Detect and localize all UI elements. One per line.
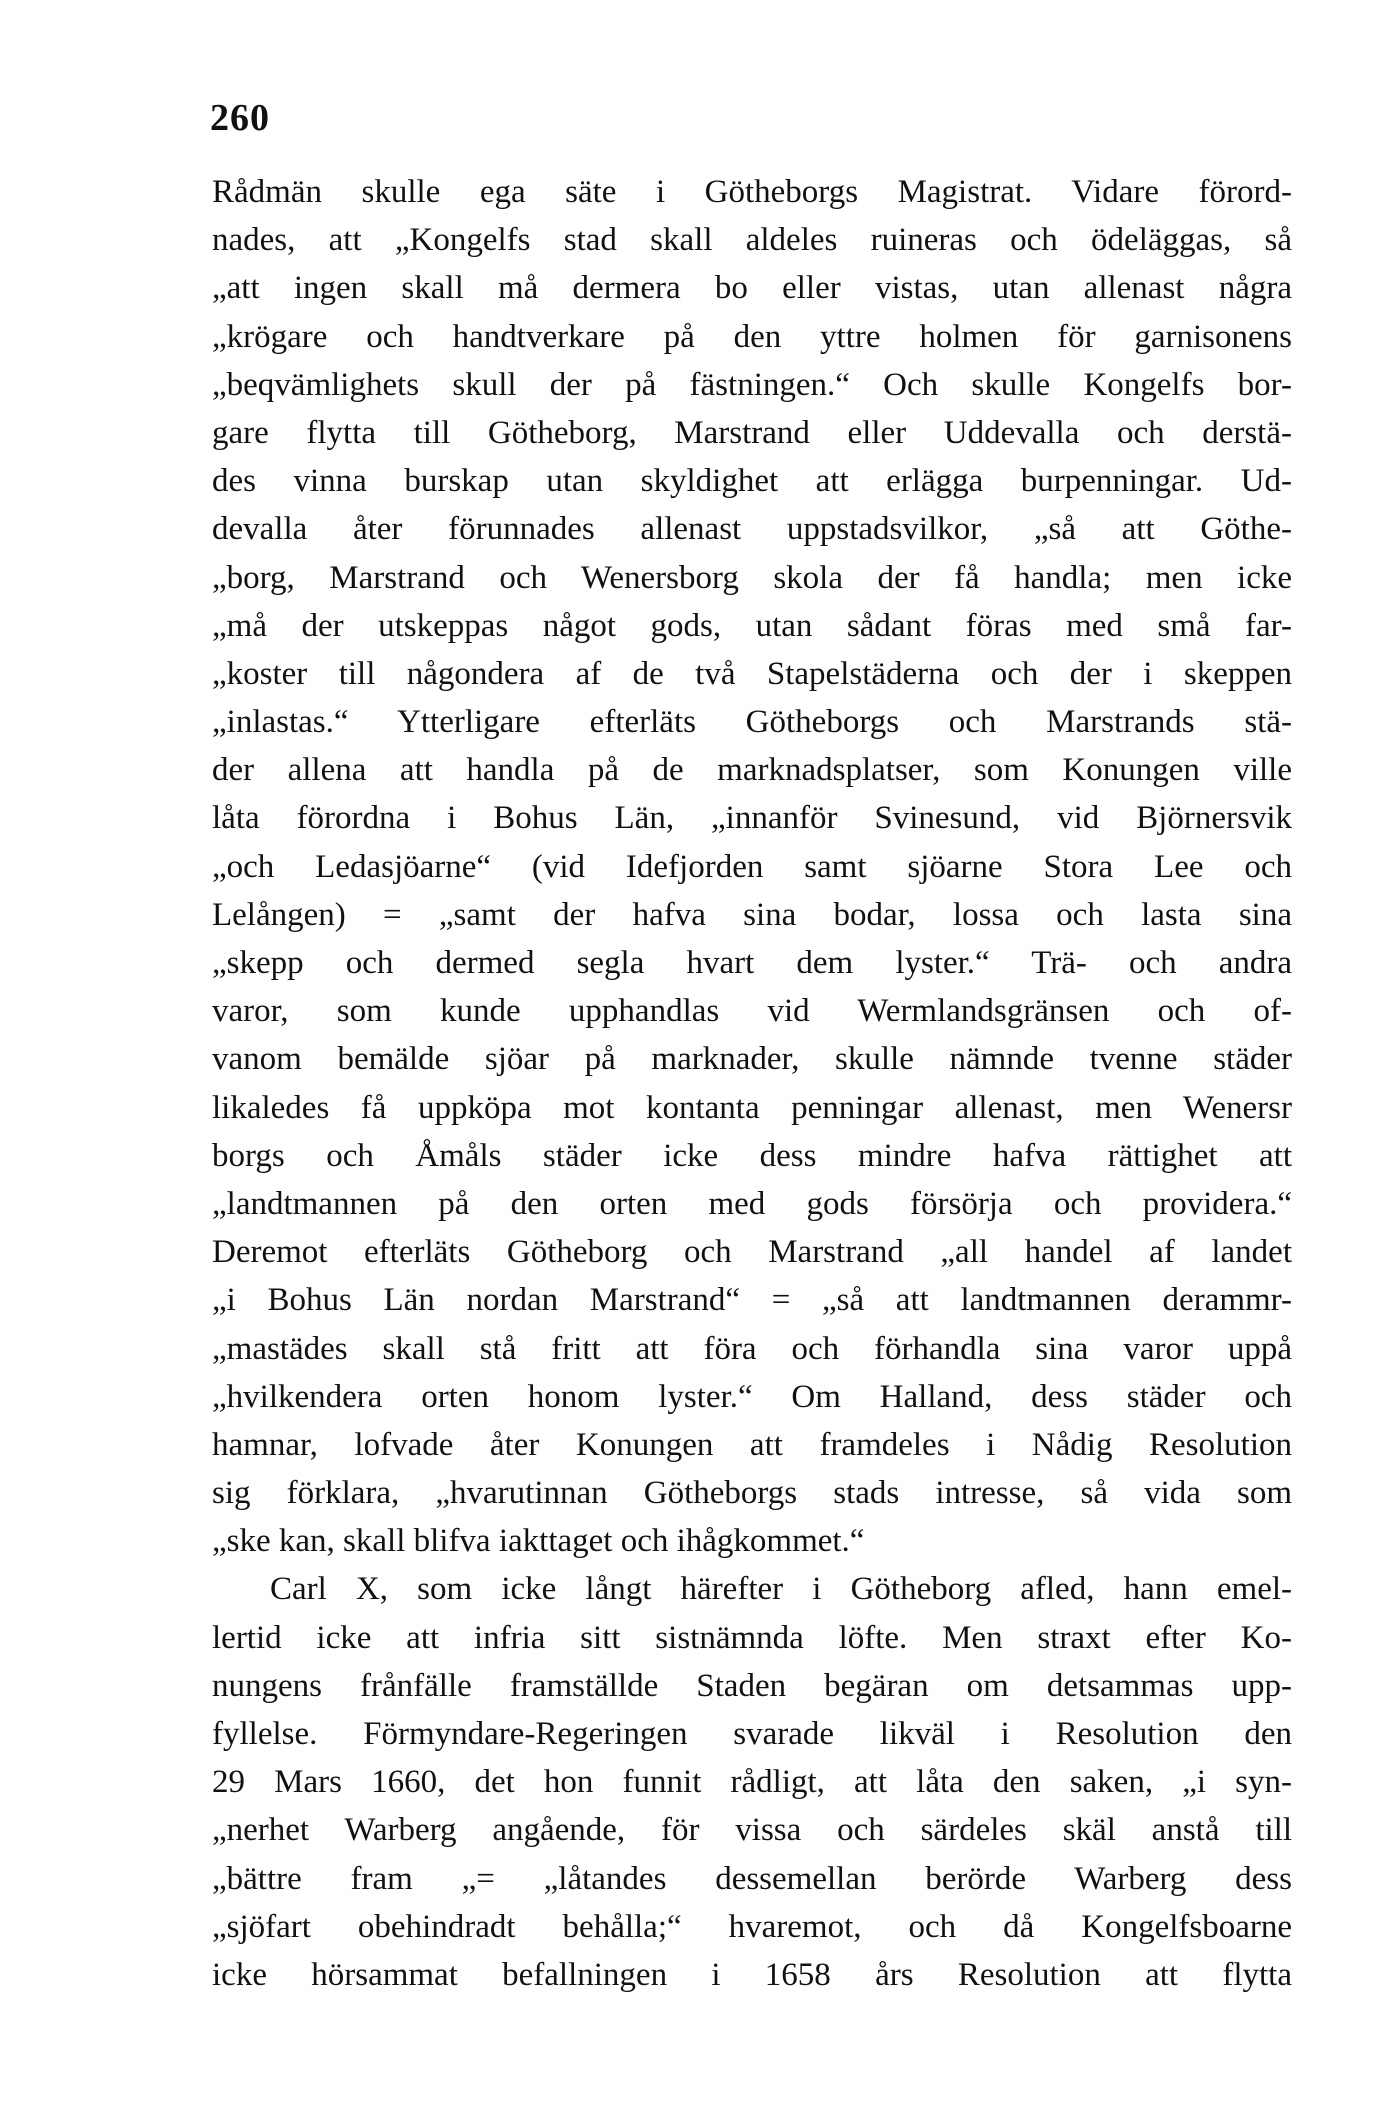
page-number: 260 <box>210 97 270 139</box>
text-line: varor, som kunde upphandlas vid Wermlandsgränsen och of- <box>212 993 1292 1030</box>
text-line: låta förordna i Bohus Län, „innanför Svinesund, vid Björnersvik <box>212 800 1292 837</box>
text-line: sig förklara, „hvarutinnan Götheborgs stads intresse, så vida som <box>212 1475 1292 1512</box>
text-line: „i Bohus Län nordan Marstrand“ = „så att landtmannen derammr- <box>212 1282 1292 1319</box>
text-line: fyllelse. Förmyndare-Regeringen svarade likväl i Resolution den <box>212 1716 1292 1752</box>
text-line: „skepp och dermed segla hvart dem lyster.“ Trä- och andra <box>212 945 1292 981</box>
text-line: „borg, Marstrand och Wenersborg skola der få handla; men icke <box>212 559 1292 596</box>
text-line: Lelången) = „samt der hafva sina bodar, lossa och lasta sina <box>212 896 1292 933</box>
text-line: nades, att „Kongelfs stad skall aldeles ruineras och ödeläggas, så <box>212 222 1292 259</box>
text-line: „landtmannen på den orten med gods försörja och providera.“ <box>212 1185 1292 1222</box>
text-line: „bättre fram „= „låtandes dessemellan berörde Warberg dess <box>212 1860 1292 1897</box>
text-line: des vinna burskap utan skyldighet att erlägga burpenningar. Ud- <box>212 463 1292 500</box>
body-text <box>212 168 1292 1999</box>
text-line: „beqvämlighets skull der på fästningen.“ Och skulle Kongelfs bor- <box>212 366 1292 403</box>
text-line: Carl X, som icke långt härefter i Götheborg afled, hann emel- <box>270 1571 1292 1608</box>
text-line: „att ingen skall må dermera bo eller vistas, utan allenast några <box>212 270 1292 307</box>
text-line: Rådmän skulle ega säte i Götheborgs Magistrat. Vidare förord- <box>212 174 1292 210</box>
text-line: nungens frånfälle framställde Staden begäran om detsammas upp- <box>212 1667 1292 1704</box>
text-line: vanom bemälde sjöar på marknader, skulle nämnde tvenne städer <box>212 1041 1292 1078</box>
text-line: „inlastas.“ Ytterligare efterläts Götheborgs och Marstrands stä- <box>212 704 1292 741</box>
text-line: Deremot efterläts Götheborg och Marstrand „all handel af landet <box>212 1234 1292 1271</box>
text-line: „ske kan, skall blifva iakttaget och ihågkommet.“ <box>212 1523 865 1560</box>
text-line: „hvilkendera orten honom lyster.“ Om Halland, dess städer och <box>212 1378 1292 1415</box>
text-line: „sjöfart obehindradt behålla;“ hvaremot, och då Kongelfsboarne <box>212 1908 1292 1945</box>
text-line: devalla åter förunnades allenast uppstadsvilkor, „så att Göthe- <box>212 511 1292 548</box>
text-line: likaledes få uppköpa mot kontanta penningar allenast, men Wenersr <box>212 1089 1292 1126</box>
text-line: „nerhet Warberg angående, för vissa och särdeles skäl anstå till <box>212 1812 1292 1849</box>
text-line: der allena att handla på de marknadsplatser, som Konungen ville <box>212 752 1292 789</box>
text-line: „må der utskeppas något gods, utan sådant föras med små far- <box>212 607 1292 644</box>
text-line: „mastädes skall stå fritt att föra och förhandla sina varor uppå <box>212 1330 1292 1367</box>
text-line: „och Ledasjöarne“ (vid Idefjorden samt sjöarne Stora Lee och <box>212 848 1292 885</box>
text-line: 29 Mars 1660, det hon funnit rådligt, att låta den saken, „i syn- <box>212 1764 1292 1801</box>
text-line: lertid icke att infria sitt sistnämnda löfte. Men straxt efter Ko- <box>212 1619 1292 1656</box>
text-line: icke hörsammat befallningen i 1658 års Resolution att flytta <box>212 1956 1292 1993</box>
text-line: „koster till någondera af de två Stapelstäderna och der i skeppen <box>212 655 1292 692</box>
text-line: hamnar, lofvade åter Konungen att framdeles i Nådig Resolution <box>212 1426 1292 1463</box>
text-line: „krögare och handtverkare på den yttre holmen för garnisonens <box>212 318 1292 355</box>
text-line: gare flytta till Götheborg, Marstrand eller Uddevalla och derstä- <box>212 414 1292 451</box>
text-line: borgs och Åmåls städer icke dess mindre hafva rättighet att <box>212 1137 1292 1174</box>
